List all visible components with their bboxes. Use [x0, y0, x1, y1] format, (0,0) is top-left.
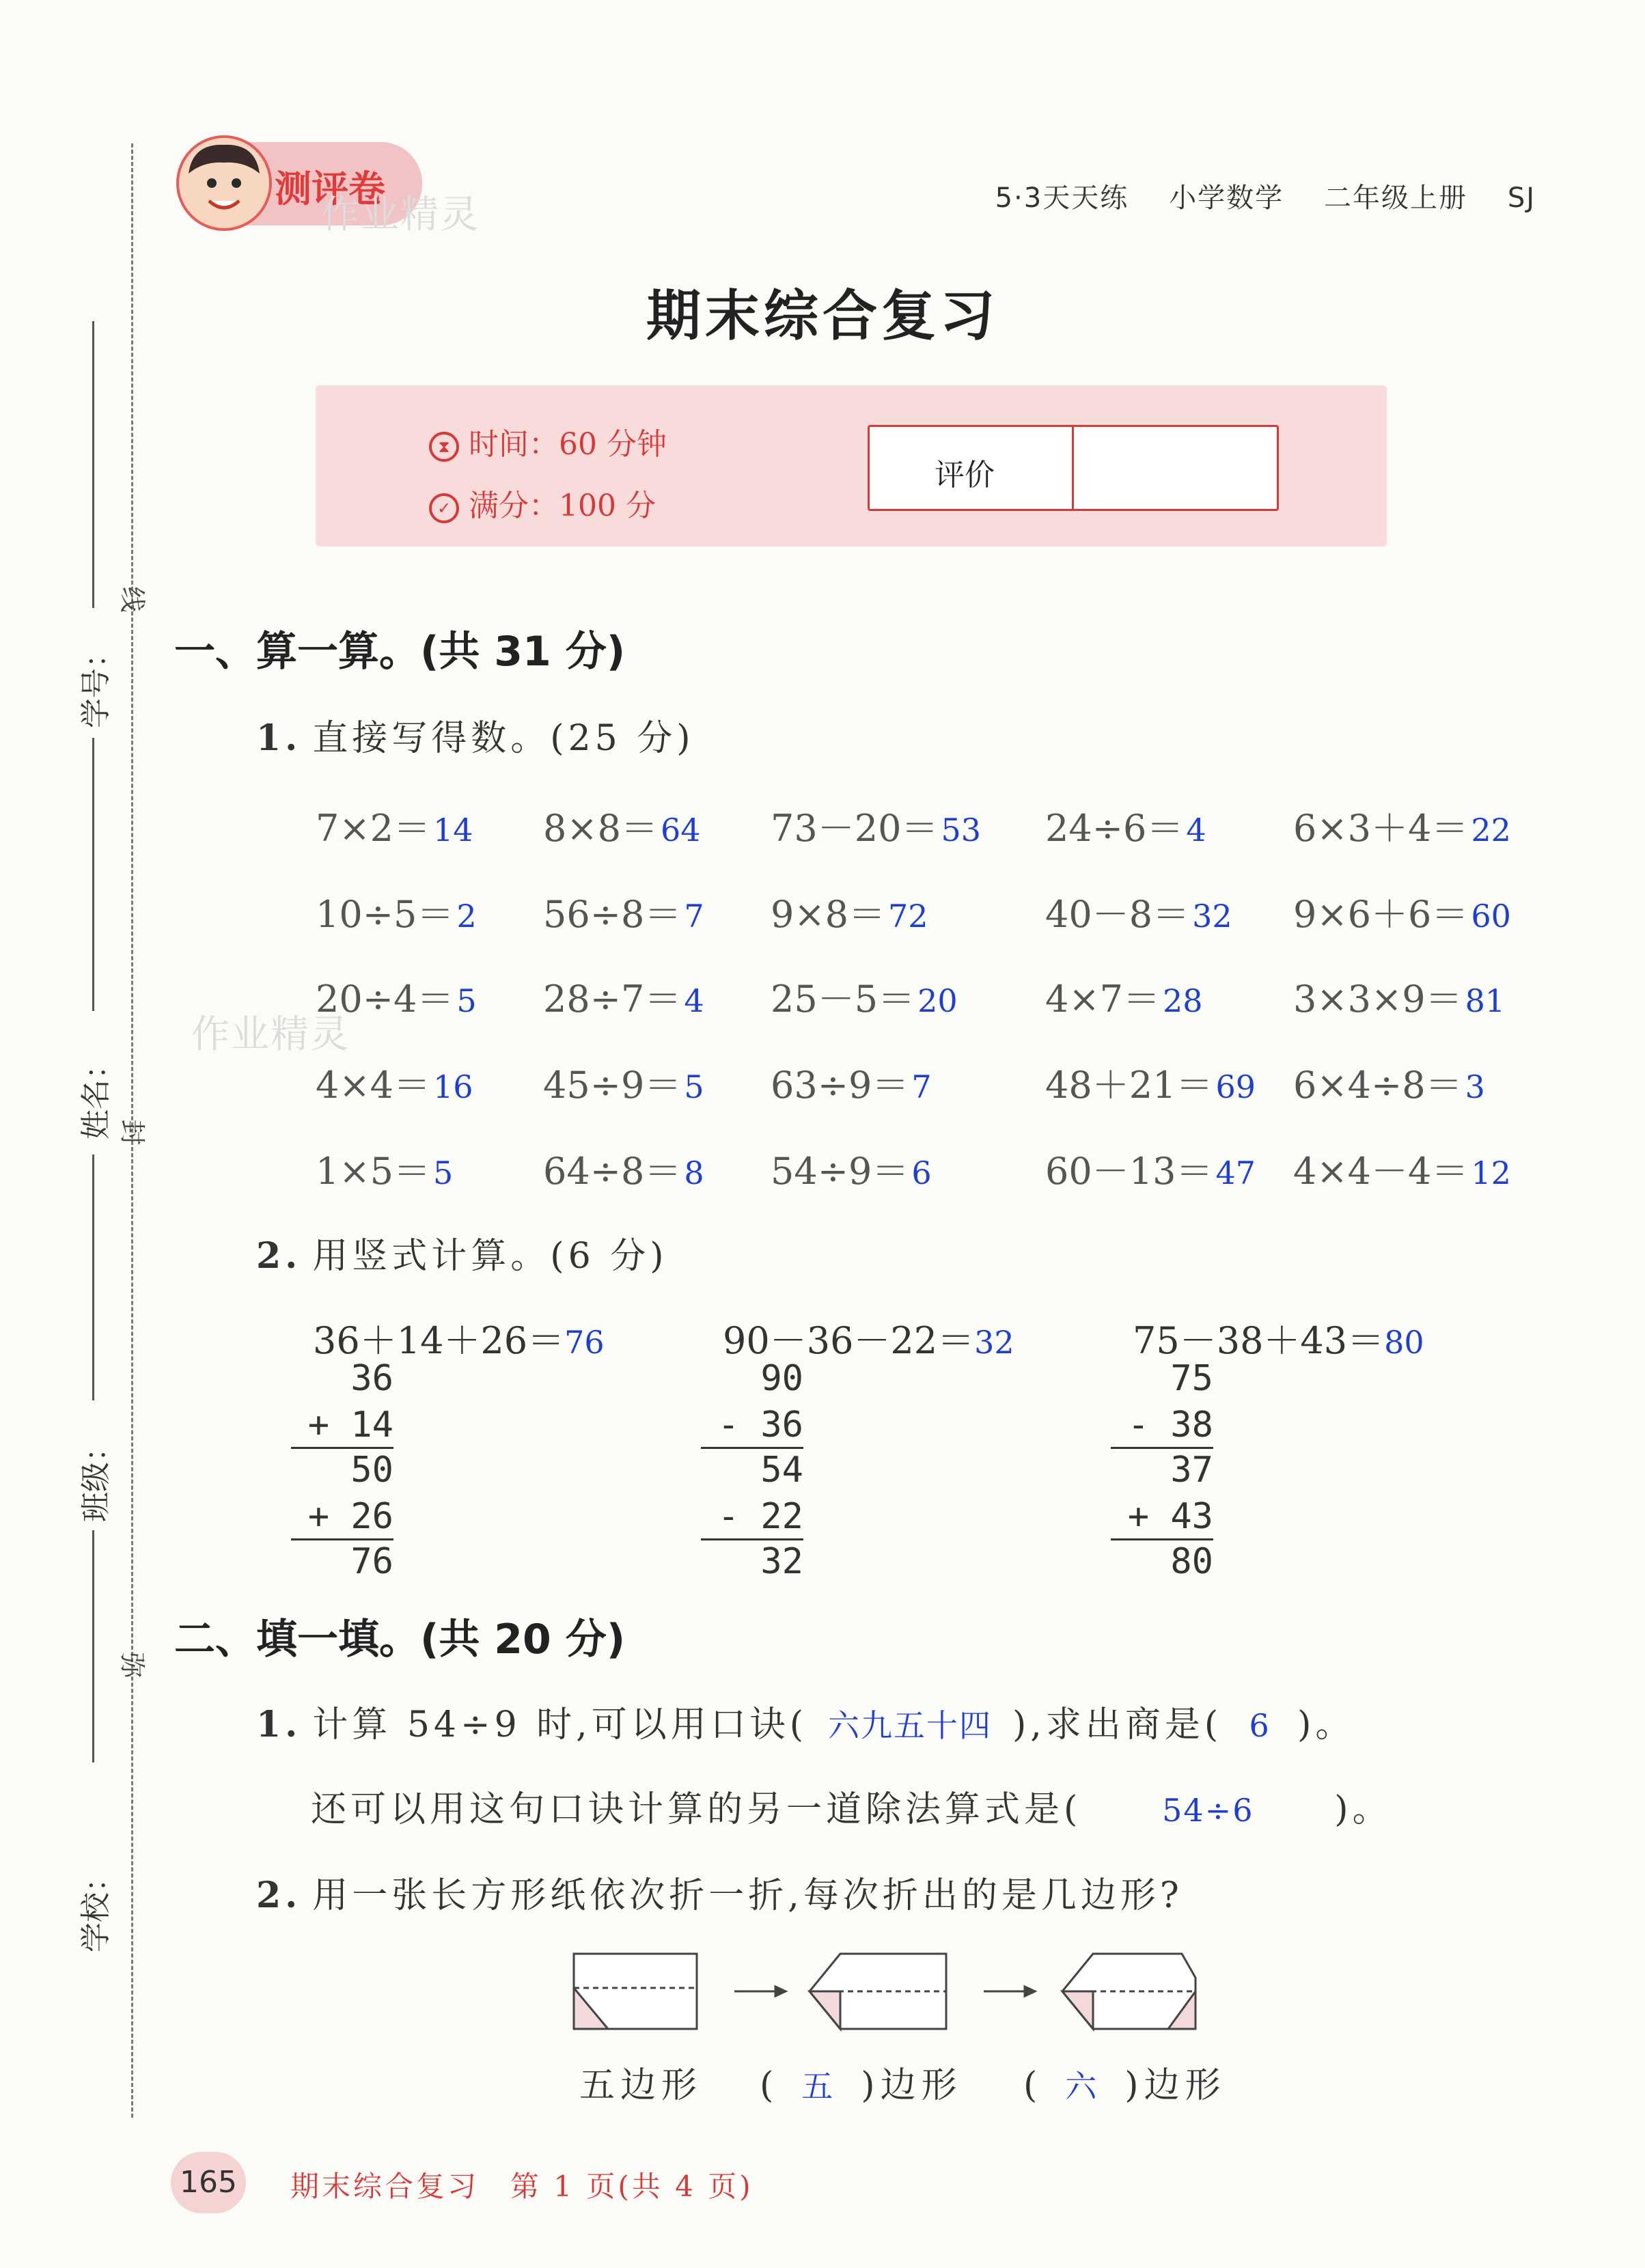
fold-step-1	[574, 1954, 697, 2029]
class-line	[92, 1530, 94, 1762]
calc-expression: 63÷9＝	[771, 1064, 909, 1107]
cut-mark-line: 线	[117, 586, 148, 613]
vertical-expression: 75－38＋43＝	[1133, 1319, 1385, 1362]
calc-item	[771, 1056, 932, 1109]
vertical-row: 37	[1170, 1450, 1213, 1491]
shape-label-1: 五边形	[579, 2065, 703, 2106]
cut-mark-bind: 弥	[117, 1652, 148, 1678]
calc-expression: 9×8＝	[771, 893, 885, 936]
calc-answer: 16	[432, 1068, 473, 1105]
calc-answer: 6	[911, 1154, 932, 1191]
calc-answer: 53	[941, 812, 981, 848]
header-subject: 小学数学	[1169, 182, 1284, 214]
vertical-row: 32	[760, 1541, 803, 1582]
calc-expression: 64÷8＝	[543, 1150, 682, 1193]
name-line	[92, 1154, 94, 1400]
answer-rhyme: 六九五十四	[828, 1707, 992, 1744]
test-badge-label: 测评卷	[275, 167, 385, 210]
fold-step-2	[810, 1954, 946, 2029]
calc-item	[543, 1142, 704, 1195]
header-grade: 二年级上册	[1323, 182, 1467, 214]
calc-answer: 5	[432, 1154, 454, 1191]
footer-text: 期末综合复习 第 1 页(共 4 页)	[290, 2170, 754, 2203]
section2-title: 二、填一填。(共 20 分)	[174, 1616, 626, 1663]
calc-item	[1045, 799, 1206, 852]
calc-expression: 1×5＝	[316, 1150, 430, 1193]
s1-q1-prompt: 1. 直接写得数。(25 分)	[256, 717, 695, 759]
calc-expression: 10÷5＝	[316, 893, 454, 936]
calc-expression: 8×8＝	[543, 807, 658, 850]
school-label: 学校：	[79, 1862, 113, 1952]
evaluation-label: 评价	[935, 458, 995, 493]
vertical-row: 50	[350, 1450, 393, 1491]
calc-item	[316, 799, 473, 852]
calc-answer: 3	[1465, 1068, 1485, 1105]
cut-mark-seal: 封	[117, 1119, 148, 1146]
vertical-expression: 90－36－22＝	[723, 1319, 975, 1362]
calc-item	[771, 885, 928, 938]
vertical-row: - 36	[717, 1405, 803, 1446]
calc-expression: 24÷6＝	[1045, 807, 1184, 850]
calc-expression: 56÷8＝	[543, 893, 682, 936]
vertical-divider	[701, 1538, 803, 1540]
answer-quotient: 6	[1249, 1707, 1271, 1744]
calc-item	[543, 885, 704, 938]
vertical-divider	[291, 1538, 393, 1540]
calc-item	[316, 885, 477, 938]
vertical-answer: 80	[1384, 1324, 1424, 1361]
calc-answer: 69	[1215, 1068, 1256, 1105]
vertical-answer: 32	[974, 1324, 1014, 1361]
s2-q1-line1: 1. 计算 54÷9 时,可以用口诀( 六九五十四 ),求出商是( 6 )。	[256, 1696, 1355, 1747]
calc-answer: 22	[1471, 812, 1511, 848]
vertical-row: - 38	[1127, 1405, 1213, 1446]
calc-answer: 8	[684, 1154, 704, 1191]
evaluation-divider	[1072, 427, 1074, 509]
calc-expression: 20÷4＝	[316, 978, 454, 1021]
calc-answer: 2	[456, 898, 477, 935]
vertical-row: 90	[760, 1358, 803, 1399]
calc-item	[1293, 799, 1511, 852]
calc-answer: 47	[1215, 1154, 1256, 1191]
folding-diagram	[567, 1947, 1223, 2043]
calc-answer: 12	[1471, 1154, 1511, 1191]
vertical-row: - 22	[717, 1496, 803, 1537]
calc-answer: 64	[660, 812, 701, 848]
calc-item	[1293, 1056, 1485, 1109]
s2-q2-prompt: 2. 用一张长方形纸依次折一折,每次折出的是几边形?	[256, 1875, 1183, 1916]
calc-expression: 54÷9＝	[771, 1150, 909, 1193]
calc-item	[543, 799, 701, 852]
calc-item	[1045, 970, 1203, 1023]
calc-item	[543, 970, 704, 1023]
vertical-equation	[723, 1312, 1014, 1364]
calc-answer: 32	[1192, 898, 1232, 935]
header-series: 5·3天天练	[995, 182, 1129, 214]
calc-item	[316, 1142, 453, 1195]
calc-answer: 72	[887, 898, 928, 935]
vertical-row: 76	[350, 1541, 393, 1582]
calc-item	[1293, 970, 1505, 1023]
vertical-equation	[313, 1312, 605, 1364]
vertical-row: 54	[760, 1450, 803, 1491]
arrow-2	[984, 1987, 1035, 1996]
time-info: ⧗ 时间：60 分钟	[429, 419, 667, 463]
calc-item	[1045, 1142, 1256, 1195]
arrow-1	[734, 1987, 786, 1996]
class-label: 班级：	[79, 1432, 113, 1522]
vertical-row: + 43	[1127, 1496, 1213, 1537]
page-number: 165	[171, 2152, 246, 2213]
calc-expression: 60－13＝	[1045, 1150, 1213, 1193]
answer-shape-3: 六	[1065, 2068, 1103, 2105]
calc-item	[316, 1056, 473, 1109]
section1-title: 一、算一算。(共 31 分)	[174, 628, 626, 676]
calc-item	[1293, 1142, 1511, 1195]
vertical-divider	[1111, 1447, 1213, 1449]
vertical-row: 75	[1170, 1358, 1213, 1399]
watermark-2: 作业精灵	[191, 1012, 350, 1057]
calc-expression: 40－8＝	[1045, 893, 1190, 936]
book-header	[995, 176, 1536, 215]
vertical-divider	[701, 1447, 803, 1449]
calc-item	[771, 799, 981, 852]
clock-icon: ⧗	[429, 432, 459, 462]
vertical-divider	[1111, 1538, 1213, 1540]
score-info: ✓ 满分：100 分	[429, 481, 656, 525]
calc-answer: 4	[1186, 812, 1206, 848]
shape-label-3: ( 六 )边形	[1023, 2056, 1226, 2107]
s1-q2-prompt: 2. 用竖式计算。(6 分)	[256, 1235, 668, 1277]
answer-other-division: 54÷6	[1162, 1792, 1254, 1829]
calc-item	[1045, 885, 1232, 938]
evaluation-box	[868, 425, 1279, 511]
calc-item	[771, 1142, 932, 1195]
calc-expression: 3×3×9＝	[1293, 978, 1463, 1021]
calc-answer: 4	[684, 982, 704, 1019]
vertical-row: + 14	[307, 1405, 393, 1446]
calc-answer: 28	[1162, 982, 1203, 1019]
name-label: 姓名：	[79, 1049, 113, 1139]
calc-expression: 73－20＝	[771, 807, 939, 850]
fold-step-3	[1062, 1954, 1195, 2029]
shape-label-2: ( 五 )边形	[760, 2056, 963, 2107]
answer-shape-2: 五	[801, 2068, 839, 2105]
calc-expression: 4×7＝	[1045, 978, 1160, 1021]
vertical-row: 80	[1170, 1541, 1213, 1582]
vertical-answer: 76	[564, 1324, 605, 1361]
calc-item	[771, 970, 958, 1023]
vertical-divider	[291, 1447, 393, 1449]
check-icon: ✓	[429, 493, 459, 523]
calc-expression: 6×3＋4＝	[1293, 807, 1469, 850]
calc-answer: 5	[456, 982, 477, 1019]
calc-answer: 14	[432, 812, 473, 848]
vertical-row: + 26	[307, 1496, 393, 1537]
vertical-equation	[1133, 1312, 1424, 1364]
calc-expression: 4×4－4＝	[1293, 1150, 1469, 1193]
calc-answer: 7	[684, 898, 704, 935]
s2-q1-line2: 还可以用这句口诀计算的另一道除法算式是( 54÷6 )。	[311, 1789, 1392, 1830]
calc-expression: 28÷7＝	[543, 978, 682, 1021]
calc-answer: 81	[1465, 982, 1506, 1019]
vertical-expression: 36＋14＋26＝	[313, 1319, 565, 1362]
calc-answer: 20	[917, 982, 958, 1019]
page-title: 期末综合复习	[646, 284, 999, 348]
student-id-label: 学号：	[79, 638, 113, 728]
watermark: 作业精灵	[321, 193, 480, 237]
name-line-top	[92, 738, 94, 1011]
calc-item	[1045, 1056, 1256, 1109]
calc-expression: 48＋21＝	[1045, 1064, 1213, 1107]
calc-item	[1293, 885, 1511, 938]
calc-answer: 7	[911, 1068, 932, 1105]
header-edition: SJ	[1507, 182, 1536, 214]
calc-item	[543, 1056, 704, 1109]
calc-expression: 6×4÷8＝	[1293, 1064, 1463, 1107]
calc-expression: 9×6＋6＝	[1293, 893, 1469, 936]
calc-expression: 25－5＝	[771, 978, 915, 1021]
student-id-line	[92, 321, 94, 608]
calc-expression: 7×2＝	[316, 807, 430, 850]
cartoon-mascot-icon	[176, 135, 272, 231]
vertical-row: 36	[350, 1358, 393, 1399]
calc-answer: 60	[1471, 898, 1511, 935]
calc-expression: 4×4＝	[316, 1064, 430, 1107]
calc-expression: 45÷9＝	[543, 1064, 682, 1107]
calc-answer: 5	[684, 1068, 704, 1105]
